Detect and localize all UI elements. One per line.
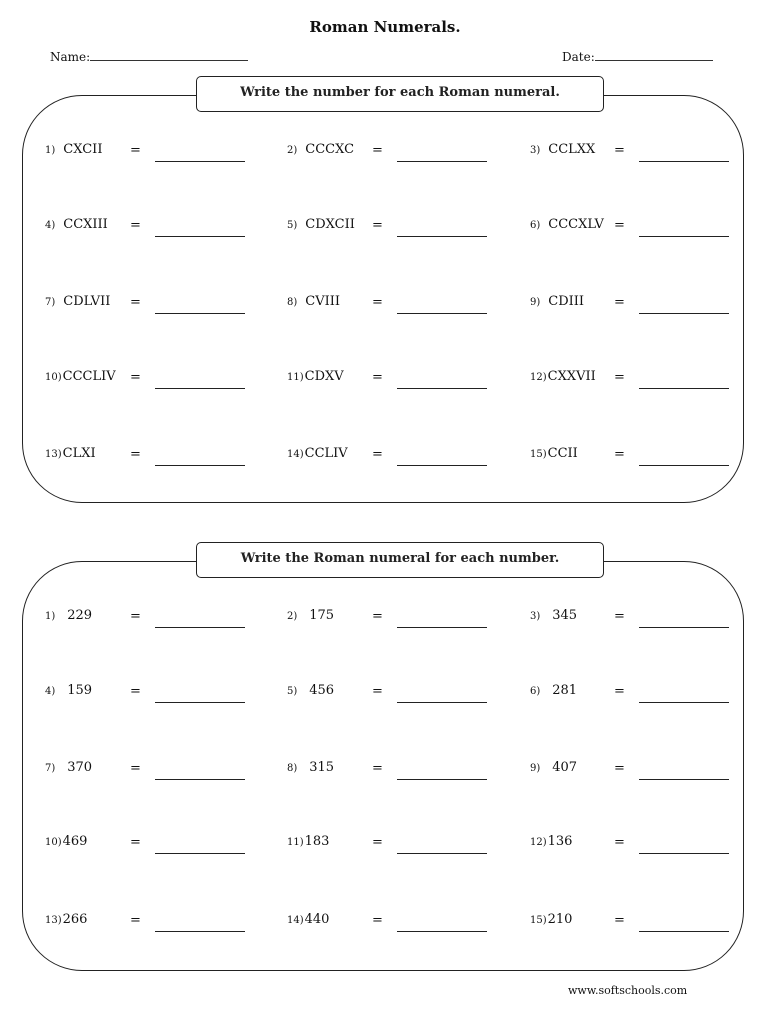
problem-number: 2) [287,611,298,622]
equals-sign: = [372,835,383,850]
equals-sign: = [372,447,383,462]
equals-sign: = [614,609,625,624]
equals-sign: = [372,684,383,699]
date-blank[interactable] [595,49,713,61]
problem-item [45,294,110,309]
equals-sign: = [130,913,141,928]
problem-value: 456 [309,683,335,698]
problem-number: 4) [45,686,56,697]
problem-number: 6) [530,220,541,231]
problem-item [287,834,329,849]
problem-number: 6) [530,686,541,697]
problem-item [287,683,334,698]
problem-item [530,760,577,775]
problem-value: 183 [304,834,330,849]
problem-number: 14) [287,915,304,926]
problem-number: 3) [530,145,541,156]
answer-line[interactable] [397,387,487,389]
answer-line[interactable] [155,464,245,466]
equals-sign: = [130,295,141,310]
problem-number: 5) [287,686,298,697]
problem-value: CCII [547,446,578,461]
answer-line[interactable] [397,160,487,162]
problem-item [287,142,354,157]
answer-line[interactable] [639,701,729,703]
problem-number: 1) [45,145,56,156]
problem-value: 136 [547,834,573,849]
equals-sign: = [130,218,141,233]
problem-item [287,760,334,775]
problem-number: 10) [45,837,62,848]
problem-item [45,683,92,698]
problem-number: 7) [45,297,56,308]
answer-line[interactable] [397,930,487,932]
problem-value: 229 [67,608,93,623]
answer-line[interactable] [397,235,487,237]
problem-item [530,912,572,927]
problem-number: 9) [530,763,541,774]
equals-sign: = [372,370,383,385]
equals-sign: = [614,913,625,928]
problem-number: 5) [287,220,298,231]
answer-line[interactable] [639,930,729,932]
answer-line[interactable] [155,312,245,314]
problem-item [287,912,329,927]
problem-number: 10) [45,372,62,383]
footer-url: www.softschools.com [568,984,688,997]
problem-item [45,834,87,849]
equals-sign: = [372,143,383,158]
problem-value: CCCXC [305,142,355,157]
equals-sign: = [614,761,625,776]
equals-sign: = [614,218,625,233]
answer-line[interactable] [155,701,245,703]
problem-item [45,142,102,157]
problem-value: 175 [309,608,335,623]
name-label: Name: [50,50,91,64]
answer-line[interactable] [155,626,245,628]
answer-line[interactable] [155,852,245,854]
equals-sign: = [130,835,141,850]
problem-number: 15) [530,449,547,460]
problem-value: 315 [309,760,335,775]
problem-item [530,683,577,698]
answer-line[interactable] [397,852,487,854]
problem-item [45,760,92,775]
name-field[interactable] [50,49,248,64]
problem-value: CDLVII [63,294,111,309]
problem-item [530,294,584,309]
answer-line[interactable] [397,778,487,780]
equals-sign: = [130,761,141,776]
problem-value: CCCLIV [62,369,116,384]
equals-sign: = [614,684,625,699]
problem-number: 13) [45,449,62,460]
problem-value: 159 [67,683,93,698]
answer-line[interactable] [155,930,245,932]
problem-value: CXCII [63,142,103,157]
answer-line[interactable] [155,778,245,780]
problem-value: CCLXX [548,142,596,157]
problem-value: CCXIII [63,217,108,232]
problem-value: CVIII [305,294,341,309]
answer-line[interactable] [639,312,729,314]
answer-line[interactable] [639,852,729,854]
problem-number: 3) [530,611,541,622]
problem-number: 15) [530,915,547,926]
problem-number: 8) [287,763,298,774]
instruction-banner-1: Write the number for each Roman numeral. [196,76,604,112]
problem-item [287,446,348,461]
equals-sign: = [614,370,625,385]
date-field[interactable] [562,49,713,64]
problem-item [45,369,116,384]
problem-item [45,912,87,927]
equals-sign: = [372,295,383,310]
equals-sign: = [372,913,383,928]
problem-number: 1) [45,611,56,622]
problem-number: 14) [287,449,304,460]
answer-line[interactable] [397,701,487,703]
problem-item [530,608,577,623]
problem-value: CXXVII [547,369,596,384]
answer-line[interactable] [155,387,245,389]
answer-line[interactable] [639,235,729,237]
problem-item [287,294,340,309]
answer-line[interactable] [397,312,487,314]
problem-item [530,142,595,157]
equals-sign: = [130,684,141,699]
problem-value: 210 [547,912,573,927]
problem-number: 4) [45,220,56,231]
problem-value: CCLIV [304,446,348,461]
problem-number: 12) [530,372,547,383]
problem-number: 8) [287,297,298,308]
problem-value: 469 [62,834,88,849]
problem-number: 13) [45,915,62,926]
equals-sign: = [130,370,141,385]
equals-sign: = [130,447,141,462]
answer-line[interactable] [155,235,245,237]
equals-sign: = [614,447,625,462]
problem-item [530,217,604,232]
equals-sign: = [130,143,141,158]
date-label: Date: [562,50,595,64]
answer-line[interactable] [639,464,729,466]
problem-number: 9) [530,297,541,308]
problem-value: 370 [67,760,93,775]
problem-value: 345 [552,608,578,623]
problem-item [530,446,578,461]
equals-sign: = [614,835,625,850]
equals-sign: = [372,761,383,776]
answer-line[interactable] [639,626,729,628]
answer-line[interactable] [639,778,729,780]
problem-item [287,608,334,623]
problem-number: 2) [287,145,298,156]
problem-item [530,834,572,849]
answer-line[interactable] [397,464,487,466]
worksheet-title: Roman Numerals. [309,18,461,36]
problem-value: 407 [552,760,578,775]
problem-item [287,217,355,232]
answer-line[interactable] [397,626,487,628]
problem-value: CDXCII [305,217,355,232]
equals-sign: = [130,609,141,624]
problem-value: CDXV [304,369,344,384]
problem-number: 7) [45,763,56,774]
answer-line[interactable] [639,387,729,389]
problem-number: 12) [530,837,547,848]
problem-item [530,369,596,384]
name-blank[interactable] [90,49,248,61]
problem-value: 266 [62,912,88,927]
problem-number: 11) [287,837,304,848]
problem-value: CCCXLV [548,217,604,232]
problem-item [45,446,96,461]
problem-value: 440 [304,912,330,927]
equals-sign: = [614,143,625,158]
problem-value: CLXI [62,446,96,461]
answer-line[interactable] [155,160,245,162]
instruction-banner-2: Write the Roman numeral for each number. [196,542,604,578]
problem-value: CDIII [548,294,585,309]
problem-item [45,608,92,623]
answer-line[interactable] [639,160,729,162]
equals-sign: = [372,218,383,233]
equals-sign: = [614,295,625,310]
problem-value: 281 [552,683,578,698]
problem-number: 11) [287,372,304,383]
problem-item [287,369,344,384]
problem-item [45,217,108,232]
equals-sign: = [372,609,383,624]
